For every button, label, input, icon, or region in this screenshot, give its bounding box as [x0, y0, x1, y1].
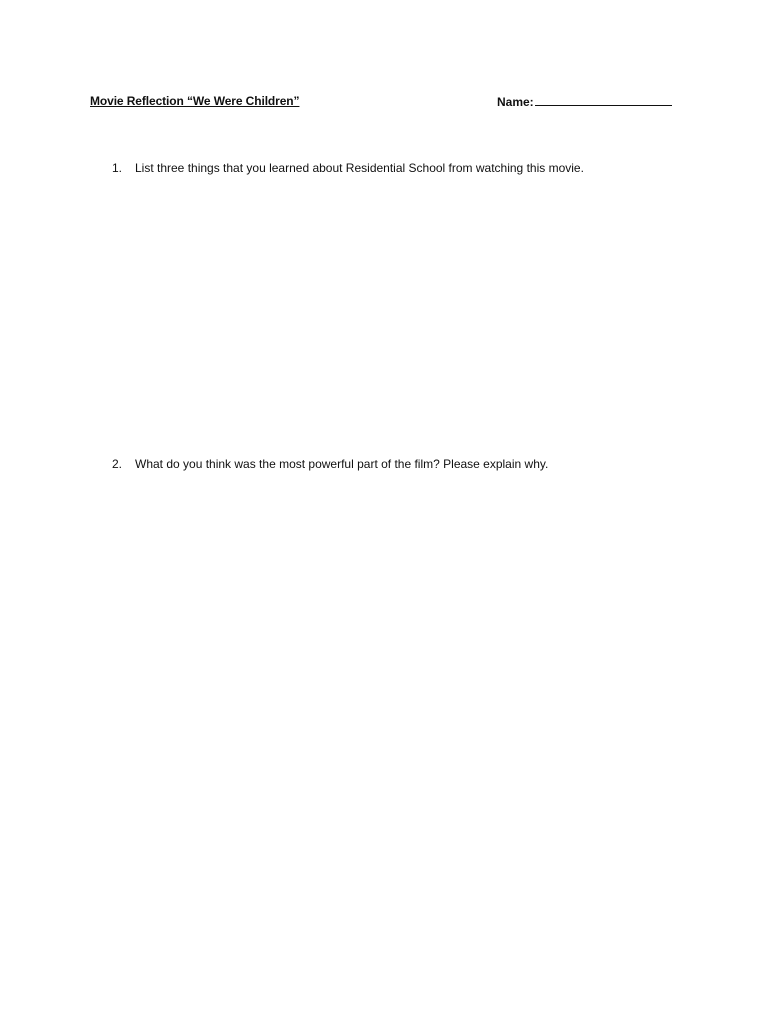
question-number: 2. [112, 457, 123, 471]
question-text: What do you think was the most powerful part of the film? Please explain why. [135, 457, 549, 471]
page-title: Movie Reflection “We Were Children” [90, 94, 300, 108]
name-blank-line[interactable] [535, 94, 672, 106]
name-field[interactable] [497, 94, 672, 109]
answer-area-1[interactable] [112, 185, 672, 445]
answer-area-2[interactable] [112, 481, 672, 961]
question-1 [112, 161, 584, 175]
question-text: List three things that you learned about Residential School from watching this movie. [135, 161, 584, 175]
name-label: Name: [497, 95, 534, 109]
question-number: 1. [112, 161, 123, 175]
question-2 [112, 457, 548, 471]
